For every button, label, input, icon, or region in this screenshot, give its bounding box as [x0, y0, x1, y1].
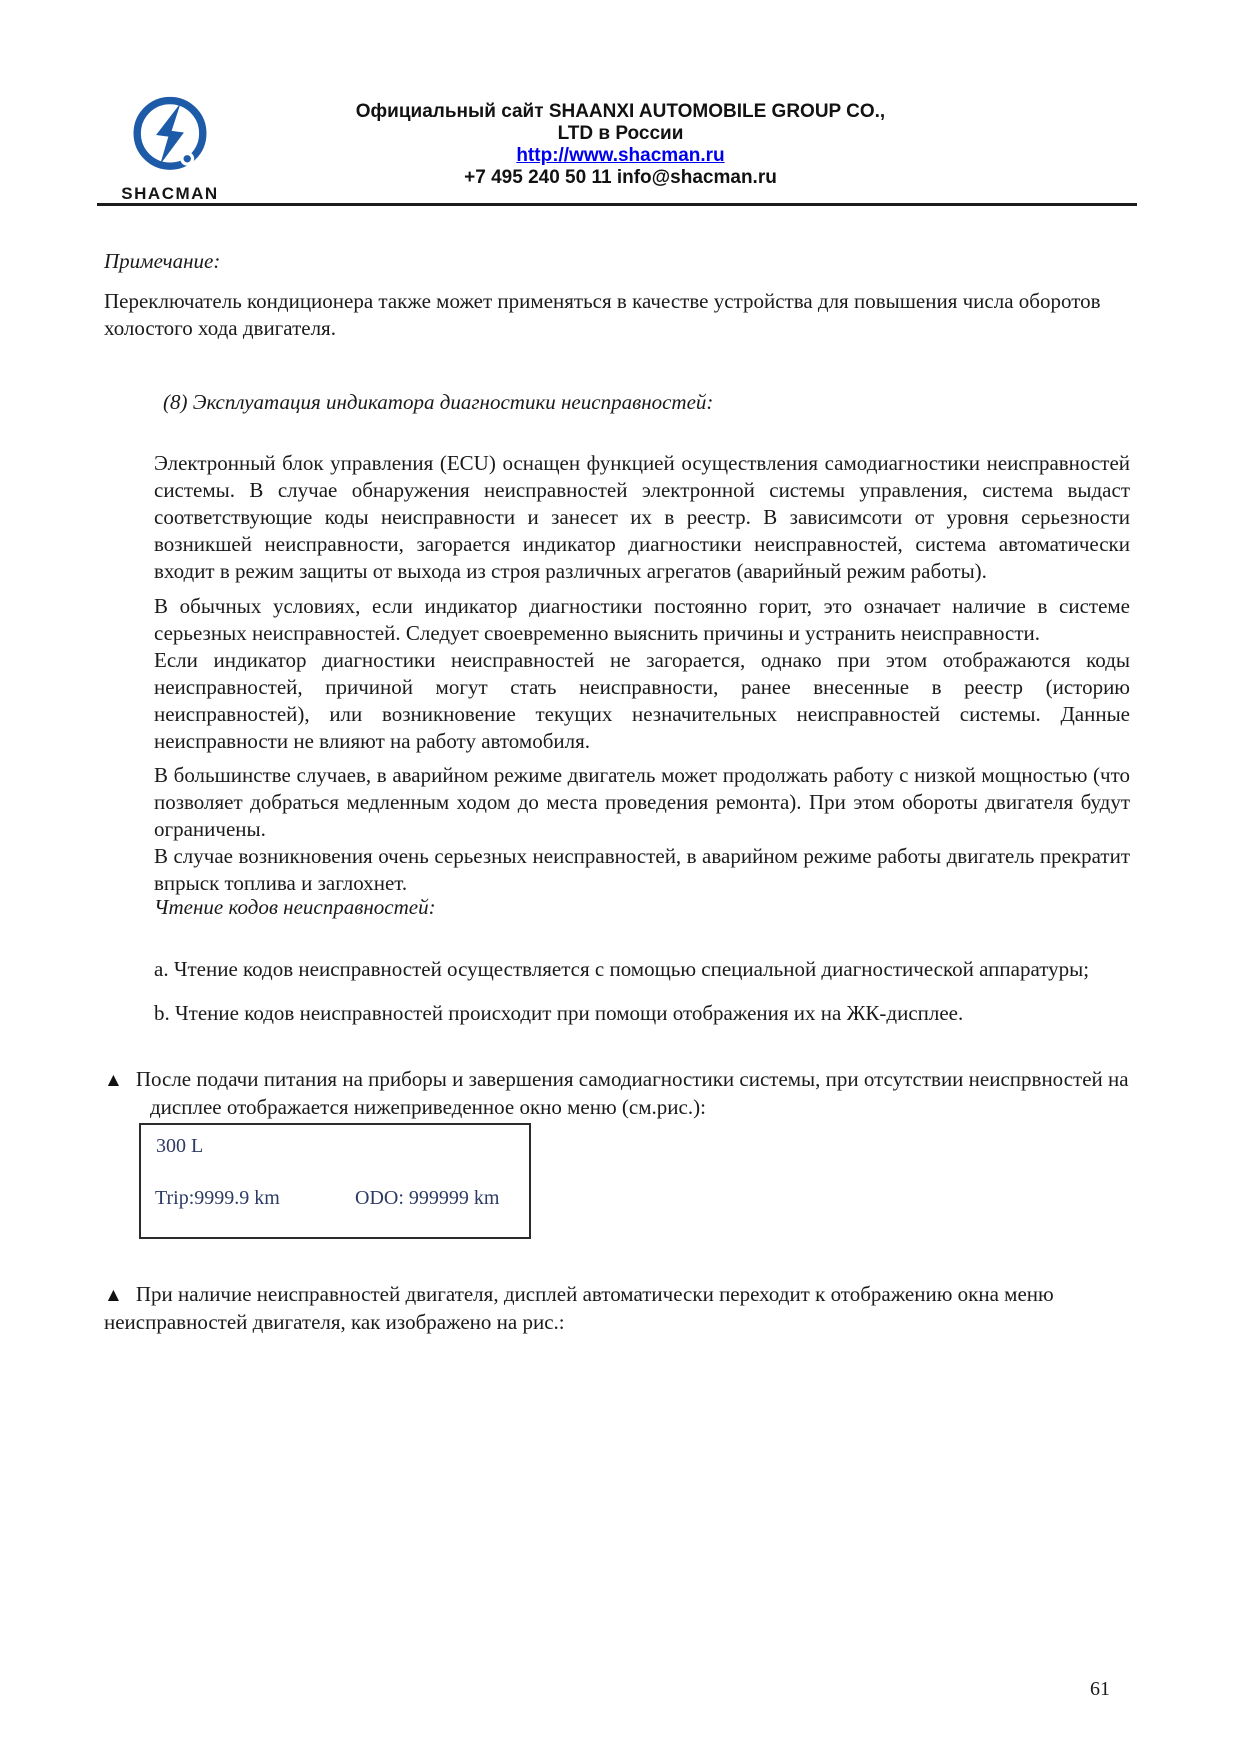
paragraph-3b: В случае возникновения очень серьезных неисправностей, в аварийном режиме работы двигатель прекратит впрыск топлива и заглохнет. [154, 844, 1130, 895]
header-line-2: LTD в России [557, 123, 684, 144]
section-8-paragraph-3 [154, 762, 1130, 897]
page-number: 61 [1090, 1678, 1110, 1700]
reading-codes-label: Чтение кодов неисправностей: [154, 895, 436, 919]
header-link-row [230, 145, 1011, 167]
section-8-heading: (8) Эксплуатация индикатора диагностики неисправностей: [163, 390, 714, 414]
note-label: Примечание: [104, 249, 221, 273]
section-8-paragraph-1: Электронный блок управления (ECU) оснащен функцией осуществления самодиагностики неисправностей системы. В случае обнаружения неисправностей электронной системы управления, система выдаст соответствующие коды неисправности и занесет их в реестр. В зависимсоти от уровня серьезности возникшей неисправности, загорается индикатор диагностики неисправностей, система автоматически входит в режим защиты от выхода из строя различных агрегатов (аварийный режим работы). [154, 451, 1130, 583]
note-text: Переключатель кондиционера также может применяться в качестве устройства для повышения числа оборотов холостого хода двигателя. [104, 289, 1101, 340]
shacman-logo [116, 92, 224, 204]
shacman-logo-icon [129, 92, 211, 178]
section-8-paragraph-2 [154, 593, 1130, 755]
logo-wordmark: SHACMAN [121, 184, 219, 203]
paragraph-3a: В большинстве случаев, в аварийном режиме двигатель может продолжать работу с низкой мощностью (что позволяет добраться медленным ходом до места проведения ремонта). При этом обороты двигателя будут ограничены. [154, 763, 1130, 841]
triangle-note-2 [104, 1281, 1140, 1336]
header-divider [97, 203, 1137, 206]
paragraph-2a: В обычных условиях, если индикатор диагностики постоянно горит, это означает наличие в системе серьезных неисправностей. Следует своевременно выяснить причины и устранить неисправности. [154, 594, 1130, 645]
triangle-bullet-icon: ▲ [104, 1285, 123, 1306]
triangle-bullet-icon: ▲ [104, 1070, 123, 1091]
triangle-note-1-text: После подачи питания на приборы и завершения самодиагностики системы, при отсутствии неиспрвностей на дисплее отображается нижеприведенное окно меню (см.рис.): [135, 1067, 1129, 1119]
lcd-display-figure [139, 1123, 531, 1239]
header-line-1: Официальный сайт SHAANXI AUTOMOBILE GROUP CO., [355, 101, 886, 122]
lcd-trip-value: Trip:9999.9 km [155, 1187, 280, 1209]
triangle-note-2-text: При наличие неисправностей двигателя, дисплей автоматически переходит к отображению окна меню неисправностей двигателя, как изображено на рис.: [104, 1282, 1054, 1334]
paragraph-2b: Если индикатор диагностики неисправностей не загорается, однако при этом отображаются коды неисправностей, причиной могут стать неисправности, ранее внесенные в реестр (историю неисправностей), или возникновение текущих незначительных неисправностей системы. Данные неисправности не влияют на работу автомобиля. [154, 648, 1130, 753]
triangle-note-1 [104, 1066, 1186, 1121]
list-item-b: b. Чтение кодов неисправностей происходит при помощи отображения их на ЖК-дисплее. [154, 1001, 964, 1025]
list-item-a: a. Чтение кодов неисправностей осуществляется с помощью специальной диагностической аппаратуры; [154, 957, 1090, 981]
lcd-odo-value: ODO: 999999 km [355, 1187, 500, 1209]
site-link[interactable]: http://www.shacman.ru [516, 145, 725, 166]
page-header [230, 101, 1011, 189]
header-phone-email: +7 495 240 50 11 info@shacman.ru [464, 167, 777, 188]
lcd-gear-value: 300 L [156, 1135, 204, 1157]
